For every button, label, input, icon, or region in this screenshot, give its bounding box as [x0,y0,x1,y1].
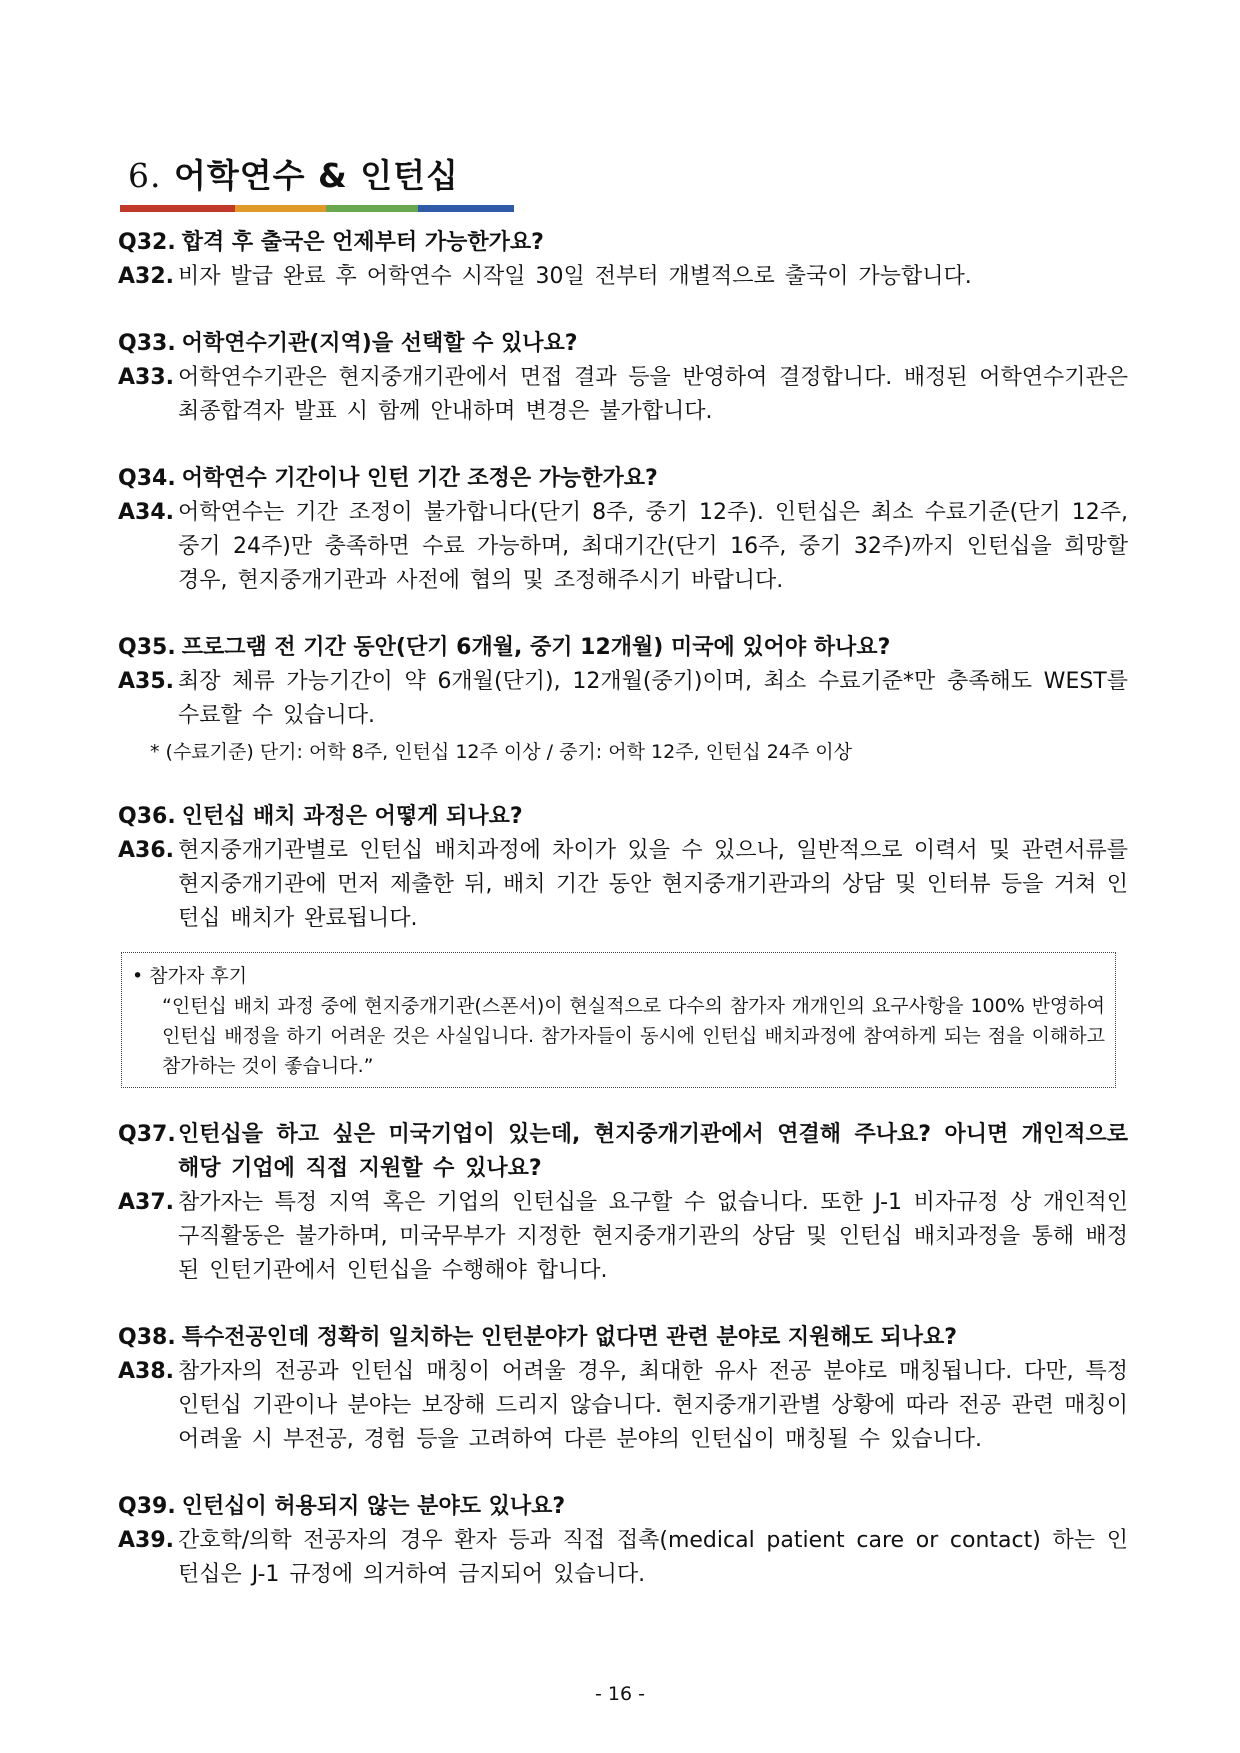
answer-label: A33. [118,365,174,390]
question-text: 인턴십이 허용되지 않는 분야도 있나요? [181,1494,566,1519]
review-body: “인턴십 배치 과정 중에 현지중개기관(스폰서)이 현실적으로 다수의 참가자 개개인의 요구사항을 100% 반영하여 인턴십 배정을 하기 어려운 것은 사실입니다. 참가자들이 동시에 인턴십 배치과정에 참여하게 되는 점을 이해하고 참가하는 것이 좋습니다.” [162,995,1105,1077]
question [118,631,1128,665]
section-color-bar [120,205,514,212]
color-bar-green [326,205,418,212]
answer-label: A32. [118,264,174,289]
section-title [128,150,459,197]
answer-label: A39. [118,1528,174,1553]
answer-text: 최장 체류 가능기간이 약 6개월(단기), 12개월(중기)이며, 최소 수료기준*만 충족해도 WEST를 수료할 수 있습니다. [178,669,1128,728]
qa-item-36 [118,800,1128,936]
answer-label: A34. [118,500,174,525]
review-title: • 참가자 후기 [132,965,248,987]
question-text: 합격 후 출국은 언제부터 가능한가요? [181,230,544,255]
question [118,462,1128,496]
section-title-text: 어학연수 & 인턴십 [174,156,459,195]
question-text: 프로그램 전 기간 동안(단기 6개월, 중기 12개월) 미국에 있어야 하나요? [181,635,891,660]
question-text: 어학연수기관(지역)을 선택할 수 있나요? [181,331,578,356]
qa-item-38 [118,1321,1128,1457]
question-text: 특수전공인데 정확히 일치하는 인턴분야가 없다면 관련 분야로 지원해도 되나요? [181,1325,958,1350]
answer [118,1186,1128,1288]
question-label: Q33. [118,331,176,356]
question [118,800,1128,834]
question-label: Q32. [118,230,176,255]
question [118,1490,1128,1524]
question-text: 인턴십을 하고 싶은 미국기업이 있는데, 현지중개기관에서 연결해 주나요? 아니면 개인적으로 해당 기업에 직접 지원할 수 있나요? [178,1122,1128,1181]
answer-text: 어학연수기관은 현지중개기관에서 면접 결과 등을 반영하여 결정합니다. 배정된 어학연수기관은 최종합격자 발표 시 함께 안내하며 변경은 불가합니다. [178,365,1128,424]
qa-item-35 [118,631,1128,767]
qa-item-39 [118,1490,1128,1592]
participant-review-box [121,952,1116,1088]
question-label: Q38. [118,1325,176,1350]
answer [118,834,1128,936]
answer-label: A37. [118,1190,174,1215]
page-number: - 16 - [595,1683,645,1705]
question-label: Q35. [118,635,176,660]
answer-label: A35. [118,669,174,694]
answer-label: A38. [118,1359,174,1384]
answer [118,1355,1128,1457]
answer-text: 간호학/의학 전공자의 경우 환자 등과 직접 접촉(medical patient care or contact) 하는 인턴십은 J-1 규정에 의거하여 금지되어 있습니다. [178,1528,1128,1587]
color-bar-blue [418,205,514,212]
question [118,1118,1128,1186]
answer [118,361,1128,429]
color-bar-red [120,205,235,212]
answer [118,1524,1128,1592]
section-number: 6. [128,156,162,195]
qa-item-37 [118,1118,1128,1288]
answer [118,496,1128,598]
answer-text: 비자 발급 완료 후 어학연수 시작일 30일 전부터 개별적으로 출국이 가능합니다. [178,264,972,289]
question-label: Q34. [118,466,176,491]
answer [118,665,1128,733]
question-label: Q39. [118,1494,176,1519]
answer-text: 어학연수는 기간 조정이 불가합니다(단기 8주, 중기 12주). 인턴십은 최소 수료기준(단기 12주, 중기 24주)만 충족하면 수료 가능하며, 최대기간(단기 16주, 중기 32주)까지 인턴십을 희망할 경우, 현지중개기관과 사전에 협의 및 조정해주시기 바랍니다. [178,500,1128,593]
question-text: 인턴십 배치 과정은 어떻게 되나요? [181,804,523,829]
question [118,1321,1128,1355]
question-label: Q37. [118,1122,176,1147]
answer-label: A36. [118,838,174,863]
answer-text: 현지중개기관별로 인턴십 배치과정에 차이가 있을 수 있으나, 일반적으로 이력서 및 관련서류를 현지중개기관에 먼저 제출한 뒤, 배치 기간 동안 현지중개기관과의 상담 및 인터뷰 등을 거쳐 인턴십 배치가 완료됩니다. [178,838,1128,931]
question [118,226,1128,260]
answer-text: 참가자는 특정 지역 혹은 기업의 인턴십을 요구할 수 없습니다. 또한 J-1 비자규정 상 개인적인 구직활동은 불가하며, 미국무부가 지정한 현지중개기관의 상담 및 인턴십 배치과정을 통해 배정된 인턴기관에서 인턴십을 수행해야 합니다. [178,1190,1128,1283]
footnote: * (수료기준) 단기: 어학 8주, 인턴십 12주 이상 / 중기: 어학 12주, 인턴십 24주 이상 [150,741,852,763]
answer [118,260,1128,294]
qa-item-32 [118,226,1128,294]
color-bar-orange [235,205,326,212]
answer-text: 참가자의 전공과 인턴십 매칭이 어려울 경우, 최대한 유사 전공 분야로 매칭됩니다. 다만, 특정 인턴십 기관이나 분야는 보장해 드리지 않습니다. 현지중개기관별 상황에 따라 전공 관련 매칭이 어려울 시 부전공, 경험 등을 고려하여 다른 분야의 인턴십이 매칭될 수 있습니다. [178,1359,1128,1452]
question [118,327,1128,361]
question-text: 어학연수 기간이나 인턴 기간 조정은 가능한가요? [181,466,658,491]
qa-item-33 [118,327,1128,429]
qa-item-34 [118,462,1128,598]
question-label: Q36. [118,804,176,829]
